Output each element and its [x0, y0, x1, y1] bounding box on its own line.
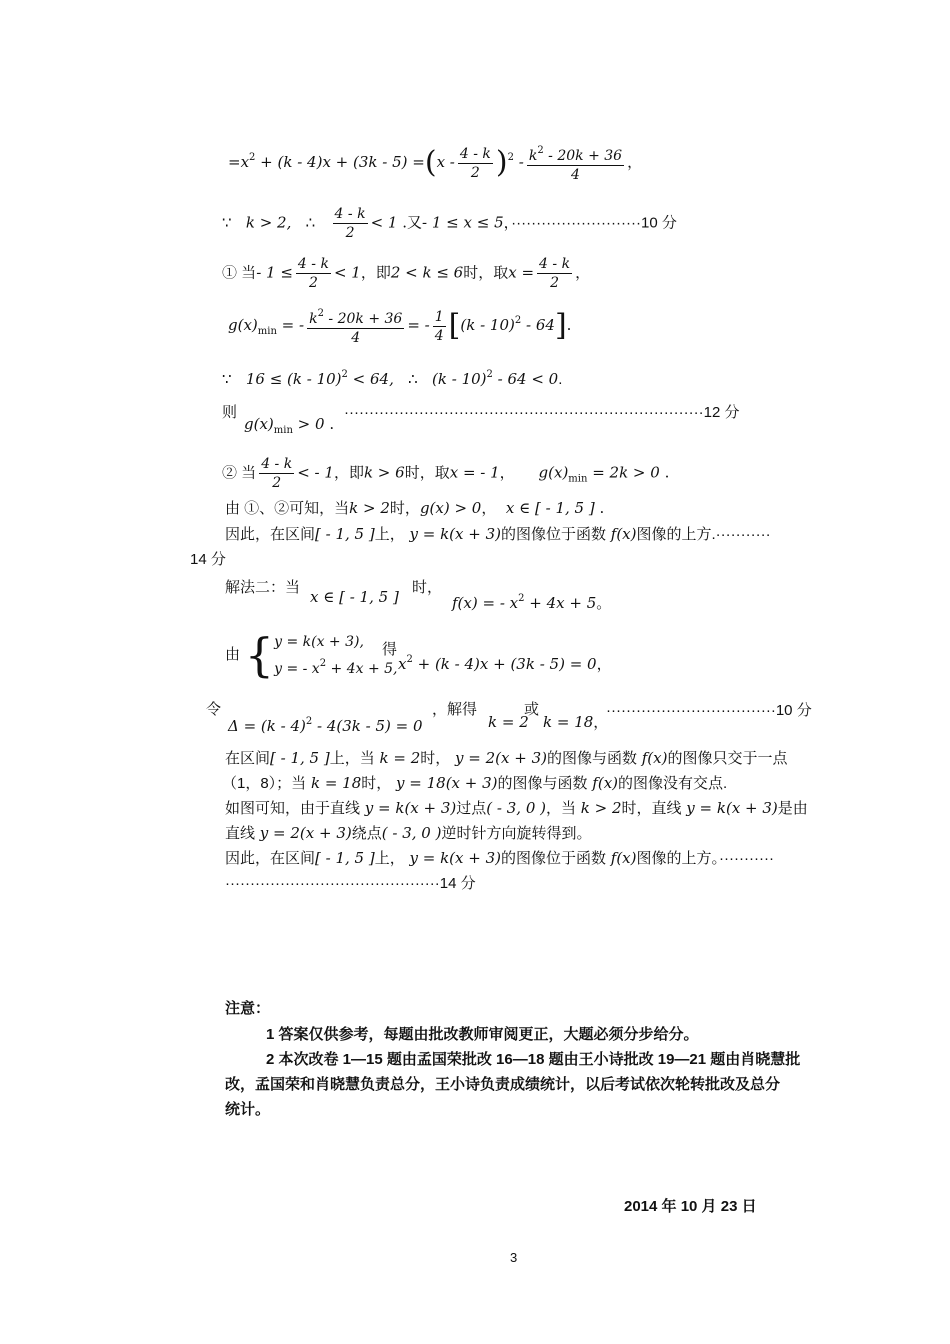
page-number: 3 [510, 1250, 518, 1265]
score-line-10b: ··································10 分 [606, 702, 812, 719]
notes-title: 注意： [225, 1000, 271, 1017]
gmin-equation: $g(x)_{min}$ = - $\frac{k^2 - 20k + 36}{4}$ = - $\frac{1}{4}$ [(k - 10)$^2$ - 64]. [228, 305, 571, 347]
k-root-two: k = 18， [543, 713, 609, 731]
paragraph-line-5: 因此，在区间[ - 1, 5 ]上， y = k(x + 3)的图像位于函数 f(x)图像的上方。··········· [225, 849, 774, 867]
paragraph-line-3: 如图可知，由于直线 y = k(x + 3)过点( - 3, 0 )，当 k > 2时，直线 y = k(x + 3)是由 [225, 799, 808, 817]
equation-expansion: $=x^2 + (k - 4)x + (3k - 5) =(x$ - $\frac{4 - k}{2}$ )$^2$ - $\frac{k^2 - 20k + 36}{4}$ ， [228, 142, 642, 184]
score-line-14b: ···········································14 分 [225, 875, 476, 892]
score-label: 14 分 [190, 551, 226, 568]
method-two-function: f(x) = - $x^2 + 4x + 5$。 [452, 593, 612, 612]
score-line-12: ········································································12 分 [344, 404, 740, 421]
case-two-line: ② 当 $\frac{4 - k}{2}$ < - 1，即k > 6时，取x = - 1， $g(x)_{min} = 2k > 0$ . [222, 456, 670, 491]
system-de: 得 [382, 641, 398, 658]
paragraph-line-1: 在区间[ - 1, 5 ]上，当 k = 2时， y = 2(x + 3)的图像与函数 f(x)的图像只交于一点 [225, 749, 788, 767]
delta-equation: Δ = (k - 4)$^2$ - 4(3k - 5) = 0 [228, 716, 423, 735]
score-label: 10 分 [641, 214, 677, 232]
condition-line: ∵ k > 2, ∴ $\frac{4 - k}{2}$ < 1 .又- 1 ≤ x ≤ 5，··························10 分 [222, 206, 677, 241]
method-one-conclusion: 因此，在区间[ - 1, 5 ]上， y = k(x + 3)的图像位于函数 f(x)图像的上方.··········· [225, 525, 771, 543]
conclusion-gmin: 则 [222, 404, 238, 421]
notes-item-2-line-2: 改，孟国荣和肖晓慧负责总分，王小诗负责成绩统计，以后考试依次轮转批改及总分 [225, 1076, 781, 1093]
paragraph-line-2: （1，8）；当 k = 18时， y = 18(x + 3)的图像与函数 f(x)的图像没有交点. [222, 774, 728, 792]
conclusion-gmin-expr: $g(x)_{min} > 0$ . [244, 415, 335, 436]
system-result: $x^2 + (k - 4)x + (3k - 5) = 0$， [398, 654, 612, 673]
score-label: 14 分 [439, 875, 476, 892]
score-label: 12 分 [703, 404, 740, 421]
case-one-line: ① 当- 1 ≤ $\frac{4 - k}{2}$ < 1，即2 < k ≤ 6时，取x = $\frac{4 - k}{2}$ ， [222, 256, 591, 291]
notes-item-1: 1 答案仅供参考，每题由批改教师审阅更正，大题必须分步给分。 [266, 1026, 699, 1043]
method-two-domain: x ∈ [ - 1, 5 ] [310, 588, 399, 606]
method-two-title: 解法二：当 [225, 579, 301, 596]
k-root-one: k = 2 [488, 713, 529, 731]
score-label: 10 分 [775, 702, 812, 719]
huo-label: 或 [524, 701, 540, 718]
summary-line: 由 ①、②可知，当k > 2时，g(x) > 0， x ∈ [ - 1, 5 ] . [225, 499, 605, 517]
notes-item-2-line-3: 统计。 [225, 1101, 271, 1118]
method-two-time: 时， [412, 579, 443, 596]
ling-label: 令 [206, 701, 222, 718]
document-date: 2014 年 10 月 23 日 [624, 1198, 757, 1215]
paragraph-line-4: 直线 y = 2(x + 3)绕点( - 3, 0 )逆时针方向旋转得到。 [225, 824, 592, 842]
system-line: 由 { y = k(x + 3), y = - $x^2 + 4x + 5$, [225, 628, 398, 682]
notes-item-2-line-1: 2 本次改卷 1—15 题由孟国荣批改 16—18 题由王小诗批改 19—21 题由肖晓慧批 [266, 1051, 801, 1068]
inequality-line: ∵ 16 ≤ (k - 10)$^2$ < 64, ∴ (k - 10)$^2$ - 64 < 0. [222, 369, 563, 388]
jiede-label: ，解得 [432, 701, 478, 718]
